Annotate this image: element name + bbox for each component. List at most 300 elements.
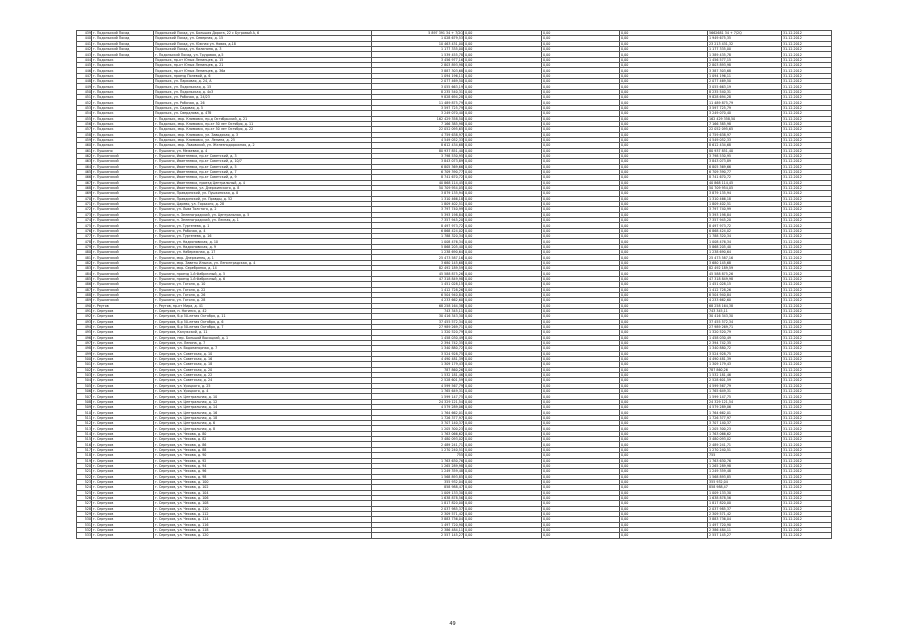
amount-result: 1 809 402,51 [708, 202, 782, 207]
date: 31.12.2012 [782, 527, 832, 532]
municipality: г. Серпухов [92, 426, 154, 431]
amount-c: 0,00 [620, 244, 708, 249]
amount-result: 1 249 359,48 [708, 469, 782, 474]
date: 31.12.2012 [782, 116, 832, 121]
amount-a: 0,00 [464, 239, 542, 244]
address: г. Реутов, пр-кт Мира, д. 41 [154, 303, 372, 308]
address: г. Серпухов, ул. Чехова, д. 114 [154, 517, 372, 522]
row-number: 484 [77, 271, 92, 276]
row-number: 510 [77, 410, 92, 415]
amount-a: 0,00 [464, 79, 542, 84]
amount-b: 0,00 [542, 474, 620, 479]
municipality: г. Серпухов [92, 501, 154, 506]
table-row [77, 533, 832, 538]
amount-c: 0,00 [620, 180, 708, 185]
address: г. Пушкино, Ивантеевка, ул. Дзержинского, д. 8 [154, 185, 372, 190]
amount-result: 355 932,04 [708, 479, 782, 484]
table-row [77, 421, 832, 426]
amount-total: 355 932,04 [372, 479, 464, 484]
amount-b: 0,00 [542, 255, 620, 260]
table-row [77, 228, 832, 233]
date: 31.12.2012 [782, 31, 832, 36]
date: 31.12.2012 [782, 63, 832, 68]
amount-c: 0,00 [620, 228, 708, 233]
amount-b: 0,00 [542, 469, 620, 474]
amount-a: 0,00 [464, 31, 542, 36]
amount-result: 1 320 520,79 [708, 330, 782, 335]
amount-result: 37 455 572,34 [708, 319, 782, 324]
amount-a: 0,00 [464, 36, 542, 41]
row-number: 521 [77, 469, 92, 474]
municipality: г. Пушкинский [92, 169, 154, 174]
row-number: 502 [77, 367, 92, 372]
amount-result: 8 741 670,72 [708, 175, 782, 180]
amount-c: 0,00 [620, 36, 708, 41]
amount-c: 0,00 [620, 175, 708, 180]
amount-total: 2 557 145,27 [372, 533, 464, 538]
municipality: г. Пушкинский [92, 292, 154, 297]
amount-b: 0,00 [542, 479, 620, 484]
row-number: 482 [77, 260, 92, 265]
amount-c: 0,00 [620, 367, 708, 372]
row-number: 485 [77, 276, 92, 281]
amount-total: 2 077 469,50 [372, 79, 464, 84]
row-number: 530 [77, 517, 92, 522]
table-row [77, 314, 832, 319]
table-row [77, 522, 832, 527]
address: г. Серпухов, ул. Советская, д. 16 [154, 356, 372, 361]
amount-b: 0,00 [542, 346, 620, 351]
amount-c: 0,00 [620, 121, 708, 126]
amount-result: 6 504 940,84 [708, 292, 782, 297]
row-number: 464 [77, 164, 92, 169]
table-row [77, 356, 832, 361]
municipality: г. Серпухов [92, 447, 154, 452]
address: г. Серпухов, ул. Советская, д. 10 [154, 351, 372, 356]
address: Подольск, ул. Парковая, д. 24, А [154, 79, 372, 84]
amount-total: 40 868 114,45 [372, 180, 464, 185]
row-number: 458 [77, 132, 92, 137]
address: г. Подольск, мкр. Климовск, ул. Ленина, д. 25 [154, 137, 372, 142]
address: г. Серпухов, ул. Центральная, д. 18 [154, 415, 372, 420]
row-number: 473 [77, 212, 92, 217]
date: 31.12.2012 [782, 463, 832, 468]
amount-total: 9 828 694,28 [372, 95, 464, 100]
amount-result: 1 458 030,49 [708, 335, 782, 340]
amount-c: 0,00 [620, 474, 708, 479]
amount-a: 0,00 [464, 196, 542, 201]
address: г. Пушкино, ул. Рабочая, д. 4 [154, 228, 372, 233]
municipality: г. Серпухов [92, 469, 154, 474]
address: Подольский Посад, ул. Южная ул. Новая, д.18 [154, 41, 372, 46]
amount-a: 0,00 [464, 164, 542, 169]
date: 31.12.2012 [782, 100, 832, 105]
row-number: 493 [77, 319, 92, 324]
table-row [77, 373, 832, 378]
address: г. Пушкино, ул. Надсоновская, д. 9 [154, 244, 372, 249]
municipality: г. Серпухов [92, 474, 154, 479]
amount-b: 0,00 [542, 303, 620, 308]
date: 31.12.2012 [782, 453, 832, 458]
date: 31.12.2012 [782, 212, 832, 217]
amount-a: 0,00 [464, 527, 542, 532]
date: 31.12.2012 [782, 405, 832, 410]
amount-b: 0,00 [542, 153, 620, 158]
date: 31.12.2012 [782, 373, 832, 378]
amount-c: 0,00 [620, 31, 708, 36]
amount-c: 0,00 [620, 383, 708, 388]
amount-a: 0,00 [464, 410, 542, 415]
municipality: г. Пушкинский [92, 164, 154, 169]
municipality: г. Подольск [92, 79, 154, 84]
municipality: г. Подольск [92, 68, 154, 73]
amount-total: 25 473 587,16 [372, 255, 464, 260]
amount-total: 8 741 670,72 [372, 175, 464, 180]
amount-b: 0,00 [542, 490, 620, 495]
table-row [77, 479, 832, 484]
amount-b: 0,00 [542, 324, 620, 329]
amount-total: 1 340 880,72 [372, 346, 464, 351]
amount-result: 1 238 690,64 [708, 250, 782, 255]
amount-c: 0,00 [620, 276, 708, 281]
row-number: 520 [77, 463, 92, 468]
amount-b: 0,00 [542, 415, 620, 420]
amount-result: 1 451 028,15 [708, 282, 782, 287]
date: 31.12.2012 [782, 330, 832, 335]
row-number: 504 [77, 378, 92, 383]
row-number: 489 [77, 298, 92, 303]
address: г. Серпухов, ул. Чехова, д. 106 [154, 495, 372, 500]
row-number: 526 [77, 495, 92, 500]
amount-result: 3 597 725,79 [708, 105, 782, 110]
date: 31.12.2012 [782, 41, 832, 46]
address: г. Пушкино, Ивантеевка, проезд Центральный, д. 4 [154, 180, 372, 185]
amount-a: 0,00 [464, 474, 542, 479]
row-number: 524 [77, 485, 92, 490]
municipality: г. Серпухов [92, 308, 154, 313]
amount-c: 0,00 [620, 340, 708, 345]
amount-result: 3 249 070,40 [708, 111, 782, 116]
amount-total: 1 539 455,78 [372, 52, 464, 57]
date: 31.12.2012 [782, 469, 832, 474]
amount-b: 0,00 [542, 351, 620, 356]
date: 31.12.2012 [782, 431, 832, 436]
table-row [77, 212, 832, 217]
municipality: г. Серпухов [92, 378, 154, 383]
amount-total: 3 249 070,40 [372, 111, 464, 116]
amount-c: 0,00 [620, 100, 708, 105]
municipality: г. Подольский Посад [92, 41, 154, 46]
date: 31.12.2012 [782, 394, 832, 399]
amount-b: 0,00 [542, 89, 620, 94]
row-number: 470 [77, 196, 92, 201]
amount-b: 0,00 [542, 63, 620, 68]
municipality: г. Серпухов [92, 340, 154, 345]
amount-total: 3 597 725,79 [372, 105, 464, 110]
address: Подольский Посад, ул. Большая Дорога, 22 с Бугровый А, 6 [154, 31, 372, 36]
amount-a: 0,00 [464, 255, 542, 260]
municipality: г. Серпухов [92, 346, 154, 351]
date: 31.12.2012 [782, 415, 832, 420]
amount-total: 743 345,11 [372, 308, 464, 313]
municipality: г. Пушкинский [92, 282, 154, 287]
address: г. Подольск, мкр. Климовск, пр-кт 50 лет Октября, д. 11 [154, 121, 372, 126]
row-number: 506 [77, 389, 92, 394]
amount-result: 7 166 385,98 [708, 121, 782, 126]
municipality: г. Серпухов [92, 389, 154, 394]
municipality: г. Пушкинский [92, 202, 154, 207]
amount-result: 1 763 066,62 [708, 431, 782, 436]
municipality: г. Пушкинский [92, 260, 154, 265]
municipality: г. Подольск [92, 143, 154, 148]
amount-a: 0,00 [464, 228, 542, 233]
amount-c: 0,00 [620, 250, 708, 255]
amount-total: 1 458 030,49 [372, 335, 464, 340]
amount-result: 1 412 728,26 [708, 287, 782, 292]
amount-b: 0,00 [542, 410, 620, 415]
row-number: 528 [77, 506, 92, 511]
table-row [77, 153, 832, 158]
address: г. Пушкино, Ивантеевка, пр-кт Советский, д. 5 [154, 164, 372, 169]
address: г. Серпухов, п. Ногинск, д. 42 [154, 308, 372, 313]
amount-a: 0,00 [464, 57, 542, 62]
address: г. Серпухов, ул. Чехова, д. 110 [154, 506, 372, 511]
amount-c: 0,00 [620, 421, 708, 426]
amount-c: 0,00 [620, 148, 708, 153]
address: г. Серпухов, ул. Чехова, д. 100 [154, 479, 372, 484]
amount-a: 0,00 [464, 266, 542, 271]
table-row [77, 36, 832, 41]
amount-b: 0,00 [542, 180, 620, 185]
address: г. Серпухов, ул. Чехова, д. 80 [154, 431, 372, 436]
amount-total: 1 788 320,34 [372, 234, 464, 239]
table-row [77, 490, 832, 495]
date: 31.12.2012 [782, 442, 832, 447]
date: 31.12.2012 [782, 196, 832, 201]
address: г. Подольск, мкр. Климовск, пр-д Октябрьский, д. 21 [154, 116, 372, 121]
amount-b: 0,00 [542, 458, 620, 463]
table-row [77, 324, 832, 329]
municipality: г. Пушкинский [92, 207, 154, 212]
amount-b: 0,00 [542, 41, 620, 46]
date: 31.12.2012 [782, 105, 832, 110]
amount-b: 0,00 [542, 79, 620, 84]
amount-result: 45 588 875,26 [708, 271, 782, 276]
address: г. Серпухов, ул. Чехова, д. 108 [154, 501, 372, 506]
amount-c: 0,00 [620, 255, 708, 260]
amount-total: 1 249 359,48 [372, 469, 464, 474]
date: 31.12.2012 [782, 260, 832, 265]
row-number: 462 [77, 153, 92, 158]
amount-total: 6 868 424,02 [372, 228, 464, 233]
amount-c: 0,00 [620, 533, 708, 538]
amount-total: 5 897 391 34 + 7/2Q [372, 31, 464, 36]
address: г. Пушкино, мкр. Заветы Ильича, ул. Ленинградская, д. 4 [154, 260, 372, 265]
amount-b: 0,00 [542, 367, 620, 372]
table-row [77, 148, 832, 153]
amount-result: 4 490 481,39 [708, 356, 782, 361]
date: 31.12.2012 [782, 506, 832, 511]
table-row [77, 132, 832, 137]
amount-result: 1 638 878,56 [708, 495, 782, 500]
amount-result: 1 205 300,23 [708, 426, 782, 431]
table-row [77, 79, 832, 84]
amount-total: 3 887 303,68 [372, 68, 464, 73]
amount-result: 4 599 567,79 [708, 383, 782, 388]
amount-c: 0,00 [620, 57, 708, 62]
amount-a: 0,00 [464, 479, 542, 484]
address: г. Серпухов, ул. Советская, д. 18 [154, 362, 372, 367]
amount-a: 0,00 [464, 52, 542, 57]
amount-a: 0,00 [464, 185, 542, 190]
address: г. Серпухов, ул. Советская, д. 24 [154, 378, 372, 383]
table-row [77, 89, 832, 94]
amount-total: 10 463 431,00 [372, 41, 464, 46]
amount-a: 0,00 [464, 127, 542, 132]
amount-c: 0,00 [620, 511, 708, 516]
table-row [77, 266, 832, 271]
address: Подольск, пр-кт Юных Ленинцев, д. 21 [154, 63, 372, 68]
amount-result: 3 883 736,04 [708, 517, 782, 522]
amount-b: 0,00 [542, 116, 620, 121]
amount-a: 0,00 [464, 260, 542, 265]
amount-result: 162 429 358,50 [708, 116, 782, 121]
amount-result: 2 309 571,42 [708, 511, 782, 516]
address: г. Серпухов, ул. Центральная, д. 8 [154, 426, 372, 431]
municipality: г. Пушкинский [92, 266, 154, 271]
municipality: г. Подольский Посад [92, 36, 154, 41]
date: 31.12.2012 [782, 223, 832, 228]
amount-b: 0,00 [542, 228, 620, 233]
municipality: г. Пушкинский [92, 228, 154, 233]
amount-total: 1 412 728,26 [372, 287, 464, 292]
row-number: 486 [77, 282, 92, 287]
amount-total: 3 879 135,94 [372, 191, 464, 196]
amount-b: 0,00 [542, 260, 620, 265]
amount-b: 0,00 [542, 426, 620, 431]
amount-c: 0,00 [620, 266, 708, 271]
row-number: 471 [77, 202, 92, 207]
amount-result: 30 416 343,30 [708, 314, 782, 319]
date: 31.12.2012 [782, 447, 832, 452]
date: 31.12.2012 [782, 271, 832, 276]
amount-b: 0,00 [542, 266, 620, 271]
address: г. Серпухов, ул. Центральная, д. 12 [154, 399, 372, 404]
address: г. Подольск, мкр. Климовск, пр-кт 50 лет Октября, д. 22 [154, 127, 372, 132]
amount-total: 24 329 121,54 [372, 399, 464, 404]
municipality: г. Подольск [92, 100, 154, 105]
page-number: 49 [449, 621, 456, 627]
date: 31.12.2012 [782, 68, 832, 73]
amount-a: 0,00 [464, 89, 542, 94]
row-number: 466 [77, 175, 92, 180]
municipality: г. Подольский Посад [92, 52, 154, 57]
amount-result: 1 497 720,90 [708, 522, 782, 527]
address: г. Пушкино, проезд 1-й Фабричный, д. 5 [154, 271, 372, 276]
address: г. Серпухов, б-р 50-летия Октября, д. 6 [154, 319, 372, 324]
amount-total: 3 055 663,19 [372, 84, 464, 89]
municipality: г. Серпухов [92, 415, 154, 420]
amount-a: 0,00 [464, 63, 542, 68]
address: г. Пушкино, ул. Гоголя, д. 28 [154, 298, 372, 303]
amount-total: 1 008 476,34 [372, 239, 464, 244]
address: г. Пушкино, ул. Межевая, д. 4 [154, 148, 372, 153]
amount-total: 3 524 928,75 [372, 351, 464, 356]
table-row [77, 474, 832, 479]
table-row [77, 84, 832, 89]
amount-c: 0,00 [620, 351, 708, 356]
amount-result: 2 489 241,71 [708, 442, 782, 447]
amount-c: 0,00 [620, 84, 708, 89]
row-number: 514 [77, 431, 92, 436]
municipality: г. Пушкинский [92, 223, 154, 228]
address: Подольск, ул. Рабочая, д. 24/23 [154, 95, 372, 100]
amount-c: 0,00 [620, 517, 708, 522]
amount-b: 0,00 [542, 244, 620, 249]
amount-result: 23 213 431,32 [708, 41, 782, 46]
amount-result: 1 764 662,01 [708, 410, 782, 415]
municipality: г. Подольск [92, 121, 154, 126]
table-row [77, 399, 832, 404]
table-row [77, 191, 832, 196]
row-number: 513 [77, 426, 92, 431]
municipality: г. Серпухов [92, 351, 154, 356]
amount-total: 4 579 289,06 [372, 405, 464, 410]
table-row [77, 271, 832, 276]
amount-result: 3 387 303,68 [708, 68, 782, 73]
amount-result: 6 805 369,66 [708, 164, 782, 169]
amount-b: 0,00 [542, 453, 620, 458]
amount-c: 0,00 [620, 394, 708, 399]
municipality: г. Серпухов [92, 522, 154, 527]
table-row [77, 303, 832, 308]
amount-b: 0,00 [542, 111, 620, 116]
table-row [77, 346, 832, 351]
municipality: г. Пушкинский [92, 271, 154, 276]
municipality: г. Пушкинский [92, 159, 154, 164]
date: 31.12.2012 [782, 287, 832, 292]
date: 31.12.2012 [782, 89, 832, 94]
table-row [77, 458, 832, 463]
address: г. Серпухов, ул. Чехова, д. 118 [154, 527, 372, 532]
amount-total: 37 455 572,34 [372, 319, 464, 324]
table-row [77, 239, 832, 244]
amount-c: 0,00 [620, 287, 708, 292]
date: 31.12.2012 [782, 378, 832, 383]
amount-a: 0,00 [464, 389, 542, 394]
row-number: 457 [77, 127, 92, 132]
table-row [77, 501, 832, 506]
amount-total: 3 798 530,95 [372, 153, 464, 158]
date: 31.12.2012 [782, 437, 832, 442]
amount-total: 1 568 893,85 [372, 474, 464, 479]
amount-b: 0,00 [542, 121, 620, 126]
row-number: 480 [77, 250, 92, 255]
amount-total: 1 310 466,18 [372, 196, 464, 201]
amount-total: 45 588 875,26 [372, 271, 464, 276]
municipality: г. Подольск [92, 111, 154, 116]
table-row [77, 383, 832, 388]
amount-a: 0,00 [464, 314, 542, 319]
amount-c: 0,00 [620, 399, 708, 404]
amount-a: 0,00 [464, 399, 542, 404]
municipality: г. Пушкинский [92, 234, 154, 239]
municipality: г. Серпухов [92, 458, 154, 463]
amount-total: 1 009 133,30 [372, 490, 464, 495]
amount-c: 0,00 [620, 132, 708, 137]
date: 31.12.2012 [782, 399, 832, 404]
amount-a: 0,00 [464, 175, 542, 180]
